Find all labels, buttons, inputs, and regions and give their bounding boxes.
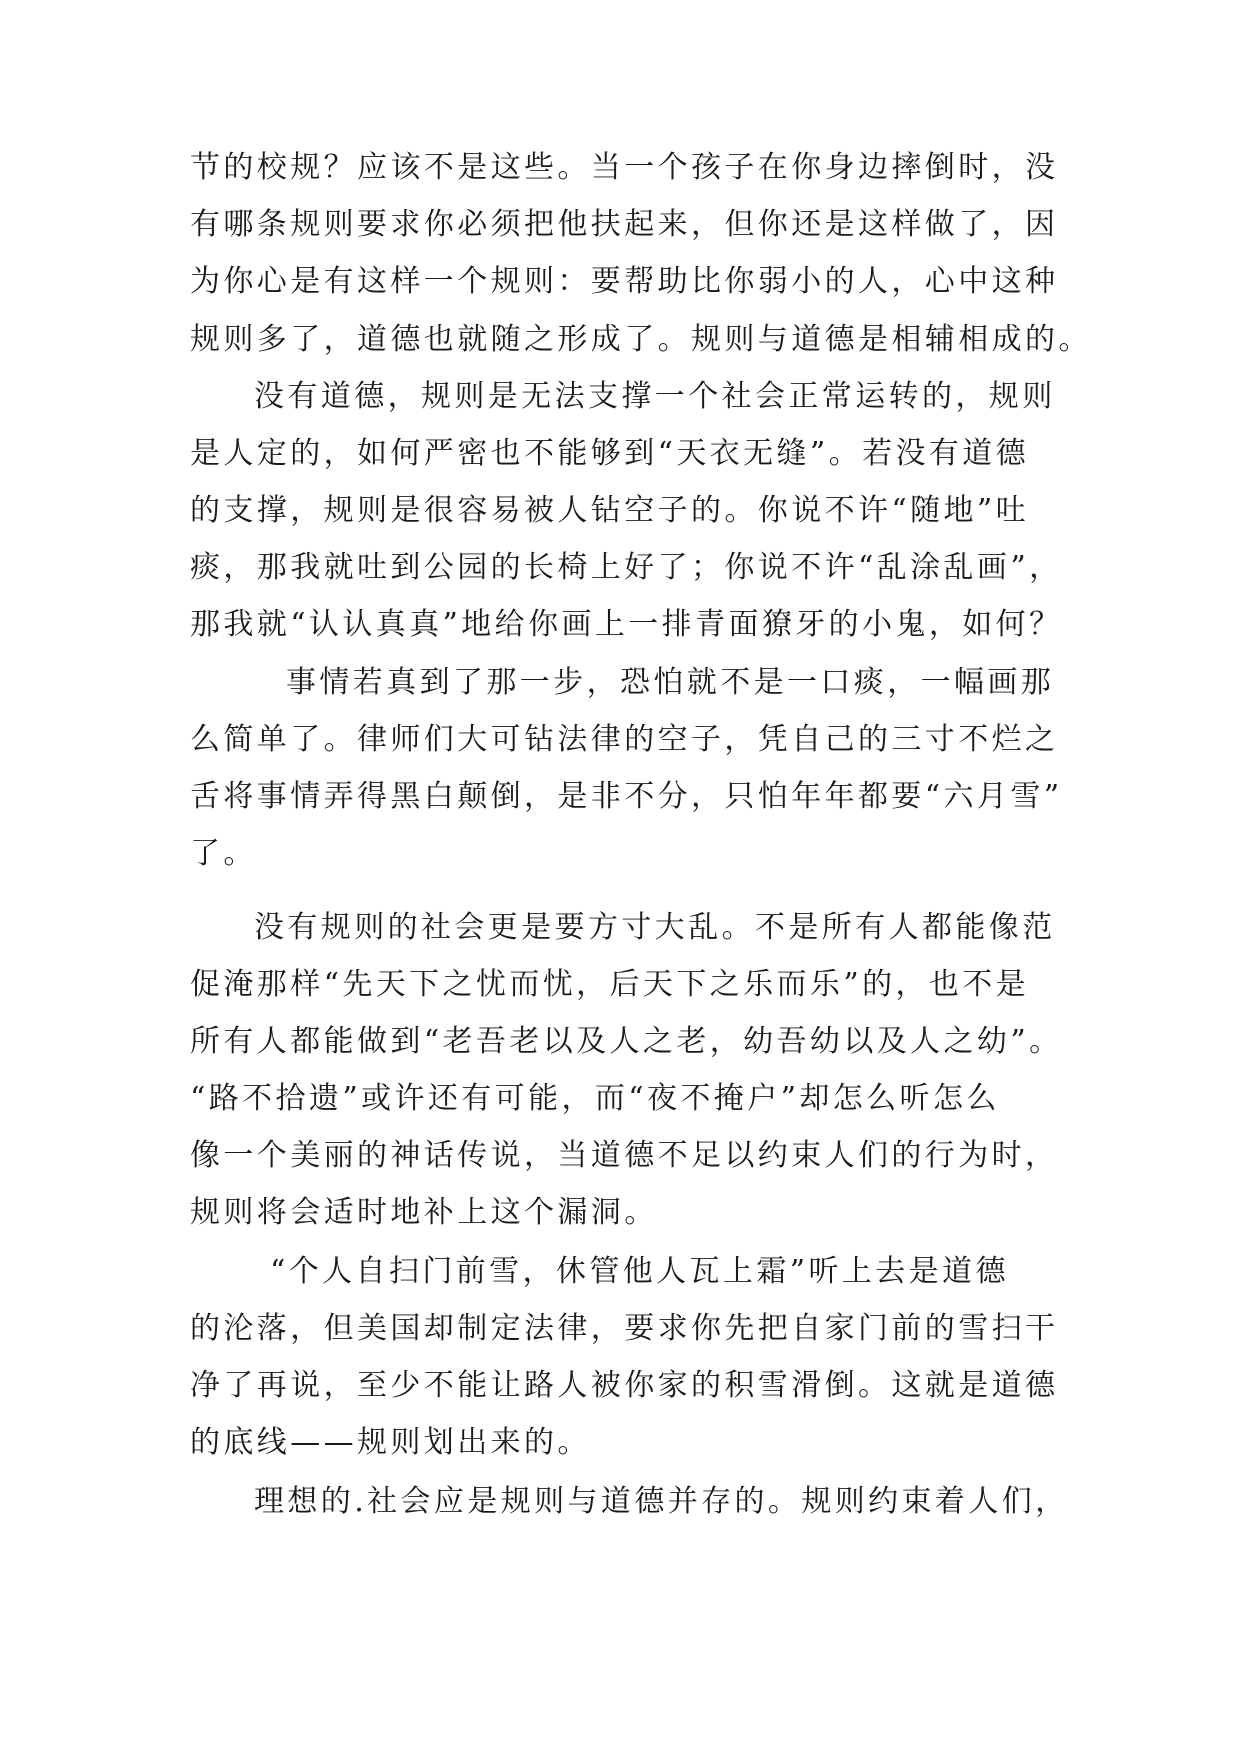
text-line: 的底线——规则划出来的。 [190,1425,591,1460]
text-line: 像一个美丽的神话传说，当道德不足以约束人们的行为时， [190,1138,1059,1173]
text-line: 那我就“认认真真”地给你画上一排青面獠牙的小鬼，如何？ [190,607,1063,642]
text-line: 所有人都能做到“老吾老以及人之老，幼吾幼以及人之幼”。 [190,1024,1063,1059]
text-line: 了。 [190,836,257,871]
text-line: 么简单了。律师们大可钻法律的空子，凭自己的三寸不烂之 [190,722,1059,757]
text-line: 有哪条规则要求你必须把他扶起来，但你还是这样做了，因 [190,207,1059,242]
text-line: 的沦落，但美国却制定法律，要求你先把自家门前的雪扫干 [190,1311,1059,1346]
text-line: 促淹那样“先天下之忧而忧，后天下之乐而乐”的，也不是 [190,967,1030,1002]
text-line: 没有道德，规则是无法支撑一个社会正常运转的，规则 [254,379,1056,414]
text-line: 事情若真到了那一步，恐怕就不是一口痰，一幅画那 [286,665,1055,700]
text-line: 为你心是有这样一个规则：要帮助比你弱小的人，心中这种 [190,264,1059,299]
text-line: 没有规则的社会更是要方寸大乱。不是所有人都能像范 [254,910,1056,945]
text-line: 净了再说，至少不能让路人被你家的积雪滑倒。这就是道德 [190,1368,1059,1403]
text-line: 规则将会适时地补上这个漏洞。 [190,1195,658,1230]
text-line: 痰，那我就吐到公园的长椅上好了；你说不许“乱涂乱画”， [190,550,1063,585]
text-line: “路不拾遗”或许还有可能，而“夜不掩户”却怎么听怎么 [190,1081,1000,1116]
text-line: 舌将事情弄得黑白颠倒，是非不分，只怕年年都要“六月雪” [190,779,1063,814]
text-line: 规则多了，道德也就随之形成了。规则与道德是相辅相成的。 [190,322,1092,357]
text-line: 节的校规？应该不是这些。当一个孩子在你身边摔倒时，没 [190,150,1059,185]
text-line: 的支撑，规则是很容易被人钻空子的。你说不许“随地”吐 [190,493,1030,528]
text-line: “个人自扫门前雪，休管他人瓦上霜”听上去是道德 [270,1254,1009,1289]
text-line: 理想的.社会应是规则与道德并存的。规则约束着人们， [254,1484,1069,1519]
text-line: 是人定的，如何严密也不能够到“天衣无缝”。若没有道德 [190,436,1030,471]
